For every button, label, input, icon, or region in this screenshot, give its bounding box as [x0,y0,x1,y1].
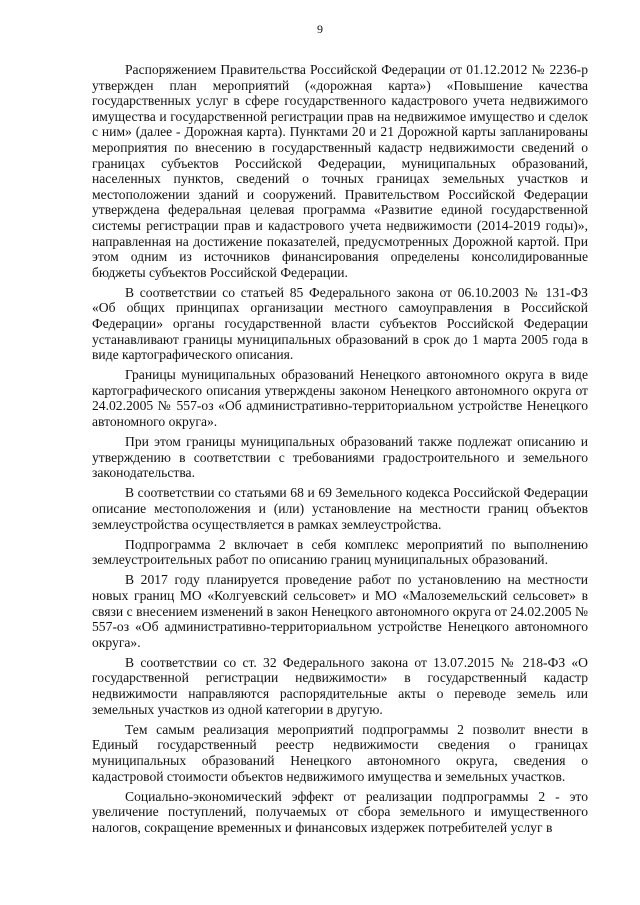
document-body [92,62,588,840]
paragraph-dorozhnaya-karta: Распоряжением Правительства Российской Федерации от 01.12.2012 № 2236-р утвержден план мероприятий («дорожная карта») «Повышение качества государственных услуг в сфере государственного кадастрового учета недвижимого имущества и государственной регистрации прав на недвижимое имущество и сделок с ним» (далее - Дорожная карта). Пунктами 20 и 21 Дорожной карты запланированы мероприятия по внесению в государственный кадастр недвижимости сведений о границах субъектов Российской Федерации, муниципальных образований, населенных пунктов, сведений о точных границах земельных участков и местоположении зданий и сооружений. Правительством Российской Федерации утверждена федеральная целевая программа «Развитие единой государственной системы регистрации прав и кадастрового учета недвижимости (2014-2019 годы)», направленная на достижение показателей, предусмотренных Дорожной картой. При этом одним из источников финансирования определены консолидированные бюджеты субъектов Российской Федерации. [92,62,588,280]
paragraph-podprogramma-2: Подпрограмма 2 включает в себя комплекс мероприятий по выполнению землеустроительных работ по описанию границ муниципальных образований. [92,536,588,568]
paragraph-effekt: Социально-экономический эффект от реализации подпрограммы 2 - это увеличение поступлений, получаемых от сбора земельного и имущественного налогов, сокращение временных и финансовых издержек потребителей услуг в [92,788,588,835]
paragraph-2017: В 2017 году планируется проведение работ по установлению на местности новых границ МО «Колгуевский сельсовет» и МО «Малоземельский сельсовет» в связи с внесением изменений в закон Ненецкого автономного округа от 24.02.2005 № 557-оз «Об административно-территориальном устройстве Ненецкого автономного округа». [92,572,588,650]
paragraph-131-fz: В соответствии со статьей 85 Федерального закона от 06.10.2003 № 131-ФЗ «Об общих принципах организации местного самоуправления в Российской Федерации» органы государственной власти субъектов Российской Федерации устанавливают границы муниципальных образований в срок до 1 марта 2005 года в виде картографического описания. [92,284,588,363]
paragraph-granitsy-opisanie: При этом границы муниципальных образований также подлежат описанию и утверждению в соответствии с требованиями градостроительного и земельного законодательства. [92,434,588,481]
page-number: 9 [317,22,323,36]
paragraph-557-oz: Границы муниципальных образований Ненецкого автономного округа в виде картографического описания утверждены законом Ненецкого автономного округа от 24.02.2005 № 557-оз «Об административно-территориальном устройстве Ненецкого автономного округа». [92,367,588,430]
paragraph-218-fz: В соответствии со ст. 32 Федерального закона от 13.07.2015 № 218-ФЗ «О государственной регистрации недвижимости» в государственный кадастр недвижимости направляются распорядительные акты о переводе земель или земельных участков из одной категории в другую. [92,654,588,717]
paragraph-zemelny-kodeks: В соответствии со статьями 68 и 69 Земельного кодекса Российской Федерации описание местоположения и (или) установление на местности границ объектов землеустройства осуществляется в рамках землеустройства. [92,485,588,532]
paragraph-egrn: Тем самым реализация мероприятий подпрограммы 2 позволит внести в Единый государственный реестр недвижимости сведения о границах муниципальных образований Ненецкого автономного округа, сведения о кадастровой стоимости объектов недвижимого имущества и земельных участков. [92,721,588,784]
